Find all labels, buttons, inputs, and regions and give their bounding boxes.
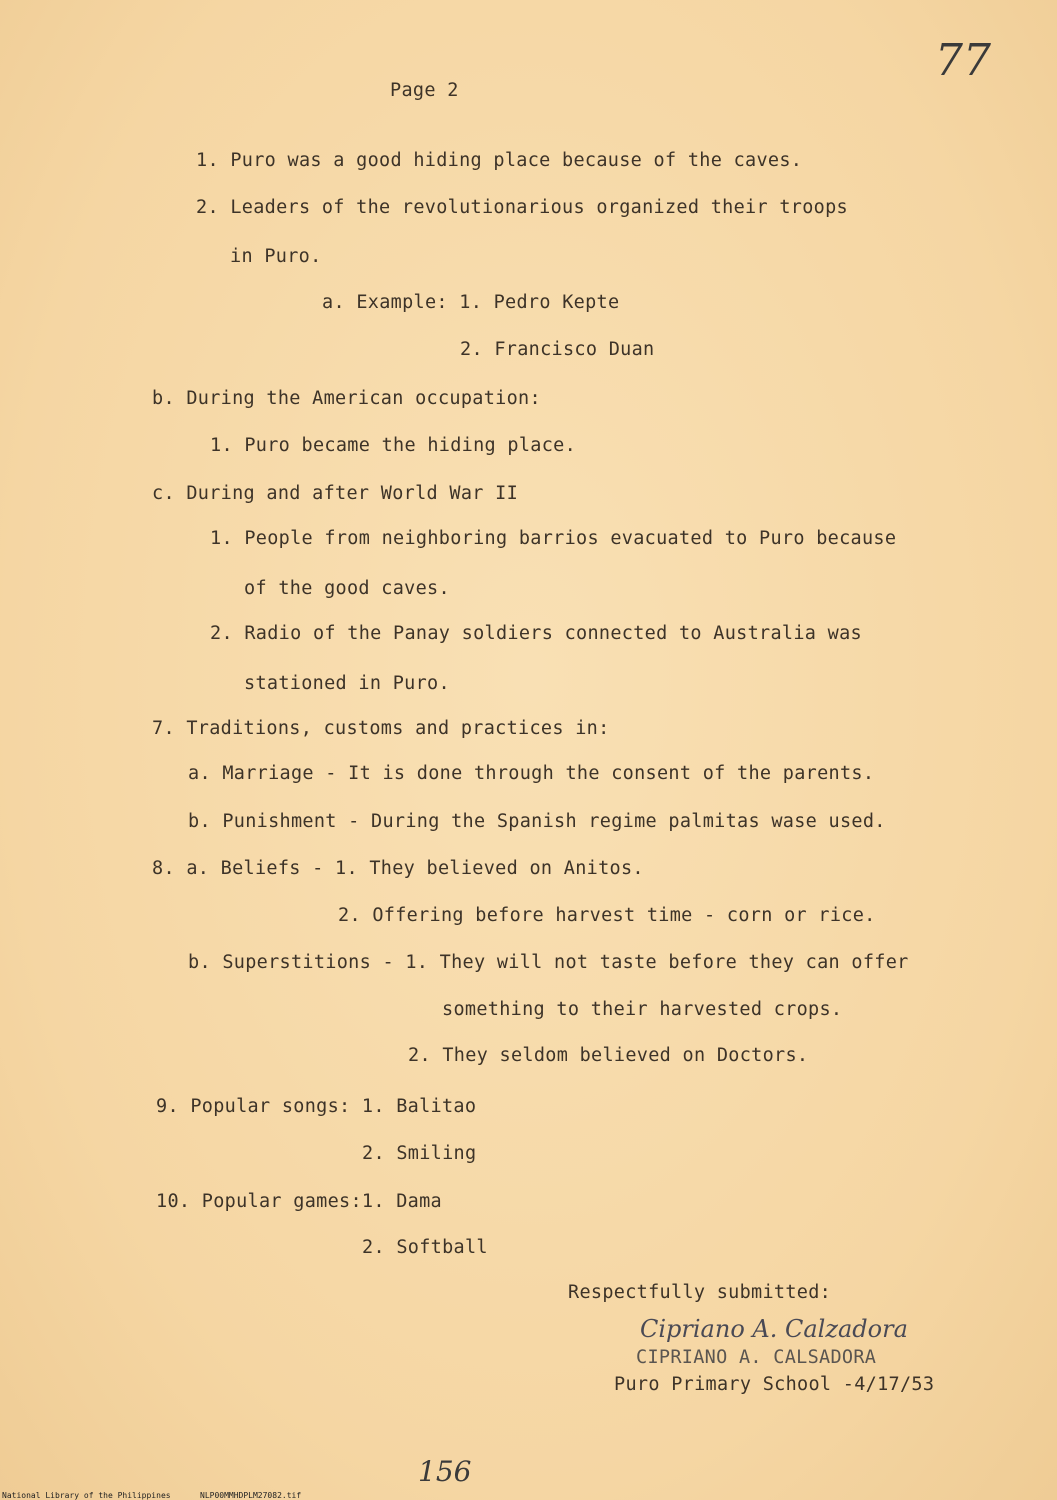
signer-name: CIPRIANO A. CALSADORA [636,1347,877,1368]
text-line: 1. Puro was a good hiding place because of the caves. [196,150,803,171]
text-line: 9. Popular songs: 1. Balitao [156,1096,477,1117]
text-line: a. Example: 1. Pedro Kepte [322,292,620,313]
text-line: 2. Offering before harvest time - corn or rice. [338,905,876,926]
footer-library: National Library of the Philippines [2,1491,171,1500]
handwritten-page-number: 156 [418,1455,472,1488]
text-line: c. During and after World War II [152,483,519,504]
text-line: in Puro. [230,246,322,267]
text-line: b. During the American occupation: [152,388,541,409]
page-label: Page 2 [390,80,459,101]
text-line: 2. They seldom believed on Doctors. [408,1045,809,1066]
text-line: something to their harvested crops. [442,999,843,1020]
folio-number: 77 [935,35,991,86]
text-line: 7. Traditions, customs and practices in: [152,718,610,739]
text-line: 2. Leaders of the revolutionarious organized their troops [196,197,848,218]
text-line: 2. Smiling [362,1143,477,1164]
text-line: of the good caves. [244,578,450,599]
text-line: b. Superstitions - 1. They will not taste before they can offer [188,952,909,973]
text-line: 2. Francisco Duan [460,339,655,360]
text-line: 1. Puro became the hiding place. [210,435,577,456]
handwritten-signature: Cipriano A. Calzadora [640,1315,908,1343]
text-line: 2. Radio of the Panay soldiers connected to Australia was [210,623,862,644]
text-line: 1. People from neighboring barrios evacuated to Puro because [210,528,897,549]
footer-filename: NLP00MMHDPLM27082.tif [200,1491,302,1500]
closing-text: Respectfully submitted: [568,1282,832,1303]
text-line: stationed in Puro. [244,673,450,694]
text-line: a. Marriage - It is done through the consent of the parents. [188,763,875,784]
text-line: 10. Popular games:1. Dama [156,1191,442,1212]
text-line: b. Punishment - During the Spanish regime palmitas wase used. [188,811,886,832]
school-date: Puro Primary School -4/17/53 [614,1374,935,1395]
text-line: 2. Softball [362,1237,488,1258]
text-line: 8. a. Beliefs - 1. They believed on Anitos. [152,858,644,879]
